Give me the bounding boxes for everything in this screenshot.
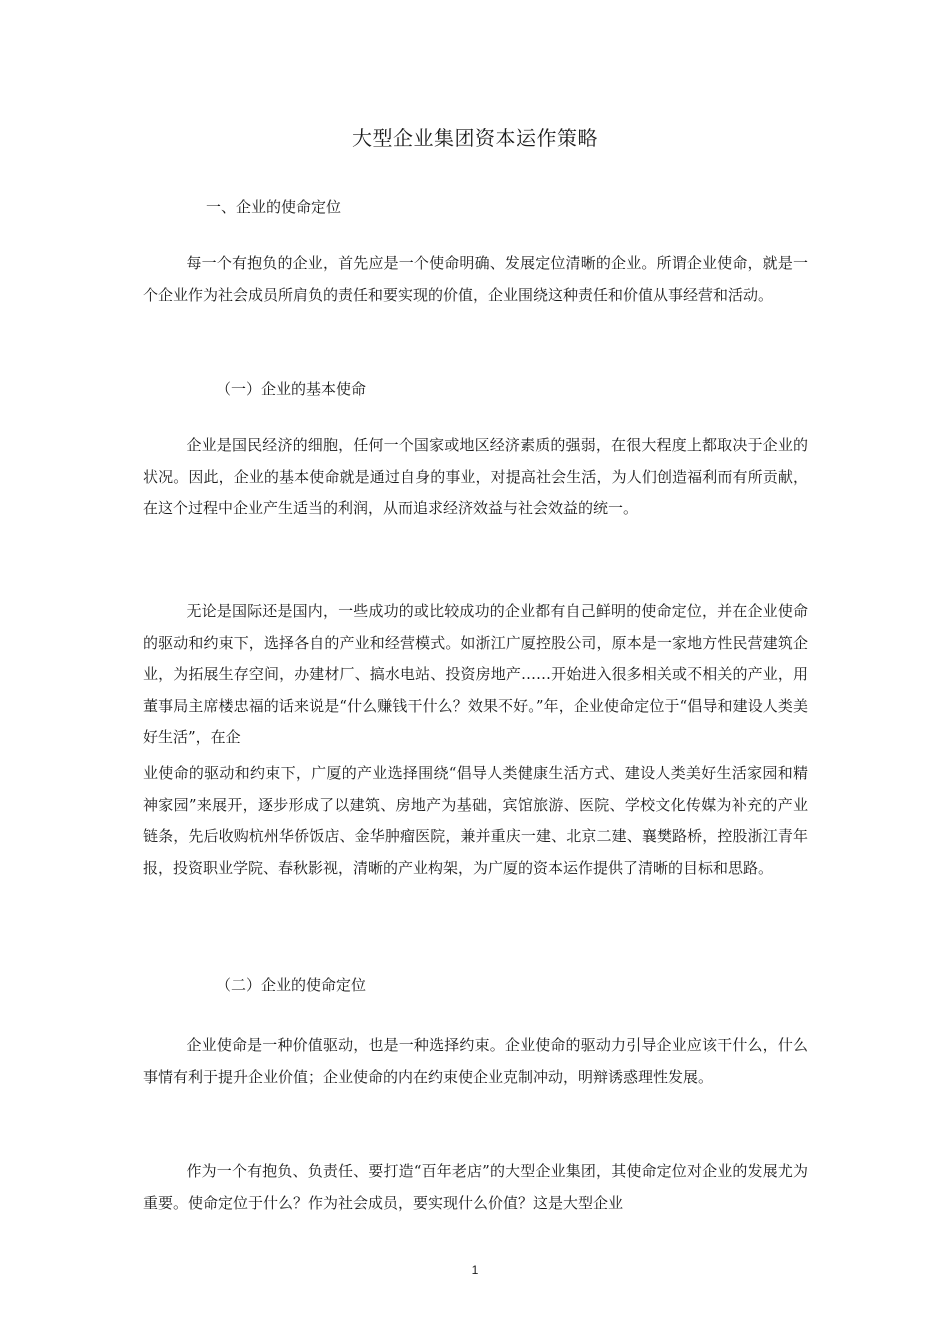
section-heading-mission-positioning: 一、企业的使命定位 [206,198,342,216]
paragraph-century-store: 作为一个有抱负、负责任、要打造“百年老店”的大型企业集团，其使命定位对企业的发展尤为重要。使命定位于什么？作为社会成员，要实现什么价值？这是大型企业 [143,1162,808,1212]
page-number: 1 [471,1263,479,1277]
paragraph-mission-intro: 每一个有抱负的企业，首先应是一个使命明确、发展定位清晰的企业。所谓企业使命，就是一个企业作为社会成员所肩负的责任和要实现的价值，企业围绕这种责任和价值从事经营和活动。 [143,254,808,304]
paragraph-guangsha-continued: 业使命的驱动和约束下，广厦的产业选择围绕“倡导人类健康生活方式、建设人类美好生活家园和精神家园”来展开，逐步形成了以建筑、房地产为基础，宾馆旅游、医院、学校文化传媒为补充的产业链条，先后收购杭州华侨饭店、金华肿瘤医院，兼并重庆一建、北京二建、襄樊路桥，控股浙江青年报，投资职业学院、春秋影视，清晰的产业构架，为广厦的资本运作提供了清晰的目标和思路。 [143,764,808,877]
subsection-heading-mission-positioning: （二）企业的使命定位 [216,976,367,994]
subsection-heading-basic-mission: （一）企业的基本使命 [216,380,367,398]
document-title: 大型企业集团资本运作策略 [352,126,598,150]
paragraph-basic-mission: 企业是国民经济的细胞，任何一个国家或地区经济素质的强弱，在很大程度上都取决于企业的状况。因此，企业的基本使命就是通过自身的事业，对提高社会生活，为人们创造福利而有所贡献，在这个过程中企业产生适当的利润，从而追求经济效益与社会效益的统一。 [143,436,808,517]
paragraph-value-drive: 企业使命是一种价值驱动，也是一种选择约束。企业使命的驱动力引导企业应该干什么，什么事情有利于提升企业价值；企业使命的内在约束使企业克制冲动，明辩诱惑理性发展。 [143,1036,808,1086]
paragraph-guangsha-example: 无论是国际还是国内，一些成功的或比较成功的企业都有自己鲜明的使命定位，并在企业使命的驱动和约束下，选择各自的产业和经营模式。如浙江广厦控股公司，原本是一家地方性民营建筑企业，为拓展生存空间，办建材厂、搞水电站、投资房地产……开始进入很多相关或不相关的产业，用董事局主席楼忠福的话来说是“什么赚钱干什么？效果不好。”年，企业使命定位于“倡导和建设人类美好生活”，在企 [143,602,808,746]
